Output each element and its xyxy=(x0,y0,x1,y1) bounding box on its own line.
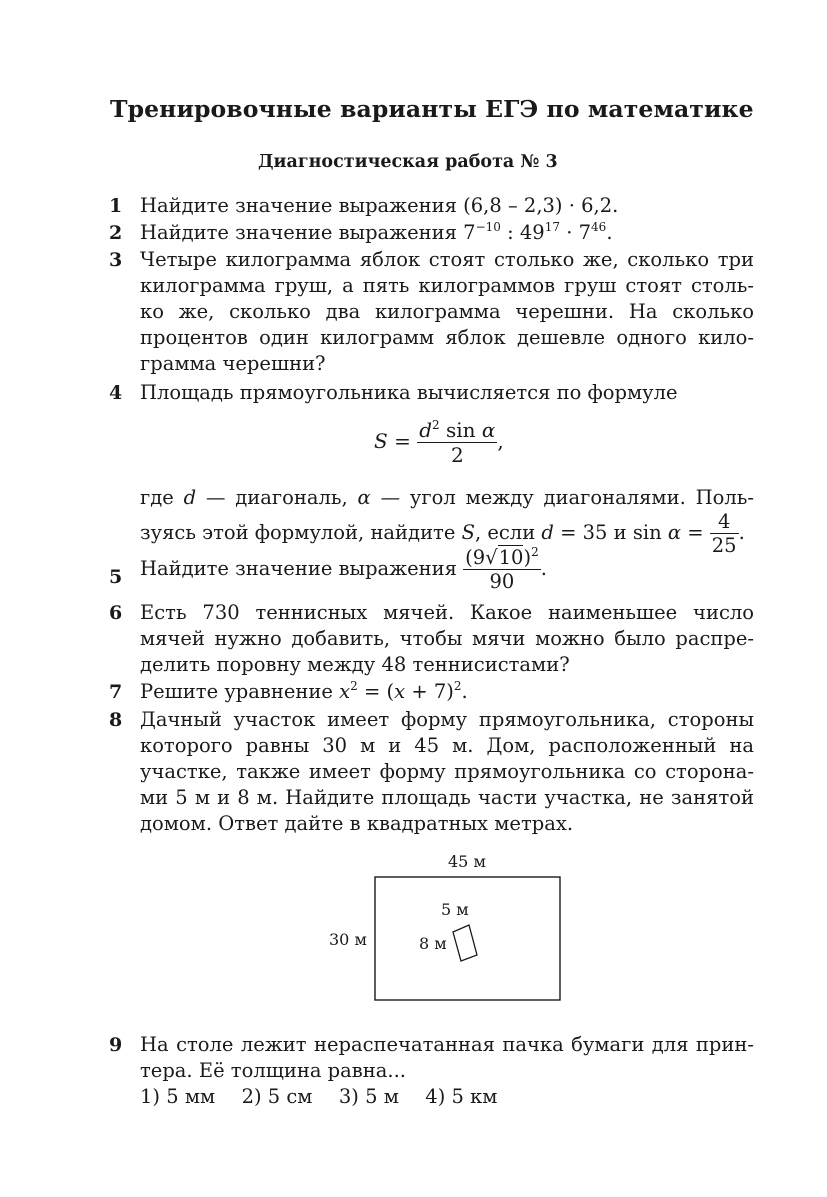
answer-option: 3) 5 м xyxy=(338,1085,399,1108)
problem-line: которого равны 30 м и 45 м. Дом, расположенный на xyxy=(140,734,754,757)
house-width-label: 5 м xyxy=(441,900,469,919)
problem-line: зуясь этой формулой, найдите S, если d = 35 и sin α = $\frac{4}{25}$ . xyxy=(140,510,745,557)
problem-number: 4 xyxy=(109,382,123,404)
plot-diagram xyxy=(370,872,566,1004)
problem-number: 3 xyxy=(109,249,123,271)
problem-text: Решите уравнение $x^2 = (x + 7)^2$. xyxy=(140,679,468,703)
problem-line: Дачный участок имеет форму прямоугольника, стороны xyxy=(140,708,754,731)
problem-number: 9 xyxy=(109,1034,123,1056)
area-formula: S = $\frac{d^2 \sin \alpha}{2}$ , xyxy=(374,418,504,467)
problem-line: Площадь прямоугольника вычисляется по формуле xyxy=(140,381,678,404)
plot-rectangle xyxy=(375,877,560,1000)
problem-number: 5 xyxy=(109,566,123,588)
plot-height-label: 30 м xyxy=(329,930,367,949)
answer-option: 2) 5 см xyxy=(241,1085,313,1108)
problem-number: 1 xyxy=(109,195,123,217)
problem-line: процентов один килограмм яблок дешевле одного кило- xyxy=(140,326,754,349)
problem-line: участке, также имеет форму прямоугольника со сторона- xyxy=(140,760,754,783)
answer-option: 1) 5 мм xyxy=(140,1085,216,1108)
inline-fraction: $\frac{4}{25}$ xyxy=(711,510,737,557)
page-title: Тренировочные варианты ЕГЭ по математике xyxy=(110,95,754,123)
formula-fraction: $\frac{d^2 \sin \alpha}{2}$ xyxy=(419,418,496,467)
problem-text: Найдите значение выражения $7^{-10}$ : $49^{17} \cdot 7^{46}$. xyxy=(140,220,613,244)
problem-line: килограмма груш, а пять килограммов груш стоят столь- xyxy=(140,274,754,297)
problem-text: Найдите значение выражения $\frac{(9√10)^2}{90}$ . xyxy=(140,545,547,593)
problem-number: 6 xyxy=(109,602,123,624)
problem-line: Есть 730 теннисных мячей. Какое наименьшее число xyxy=(140,601,754,624)
problem-line: грамма черешни? xyxy=(140,352,326,375)
problem-line: На столе лежит нераспечатанная пачка бумаги для прин- xyxy=(140,1033,754,1056)
problem-number: 2 xyxy=(109,222,123,244)
house-height-label: 8 м xyxy=(419,934,447,953)
house-rectangle xyxy=(453,925,477,961)
problem-line: делить поровну между 48 теннисистами? xyxy=(140,653,570,676)
problem-number: 7 xyxy=(109,681,123,703)
problem-line: где d — диагональ, α — угол между диагоналями. Поль- xyxy=(140,486,754,509)
work-title: Диагностическая работа № 3 xyxy=(258,152,558,172)
problem-number: 8 xyxy=(109,709,123,731)
problem-line: мячей нужно добавить, чтобы мячи можно было распре- xyxy=(140,627,754,650)
answer-options xyxy=(140,1085,497,1108)
problem-line: домом. Ответ дайте в квадратных метрах. xyxy=(140,812,574,835)
plot-width-label: 45 м xyxy=(448,852,486,871)
problem-line: ми 5 м и 8 м. Найдите площадь части участка, не занятой xyxy=(140,786,754,809)
expression-fraction: $\frac{(9√10)^2}{90}$ xyxy=(465,545,539,593)
problem-line: Четыре килограмма яблок стоят столько же, сколько три xyxy=(140,248,754,271)
answer-option: 4) 5 км xyxy=(425,1085,498,1108)
problem-text: Найдите значение выражения (6,8 – 2,3) · 6,2. xyxy=(140,194,619,217)
problem-line: ко же, сколько два килограмма черешни. На сколько xyxy=(140,300,754,323)
problem-line: тера. Её толщина равна... xyxy=(140,1059,406,1082)
